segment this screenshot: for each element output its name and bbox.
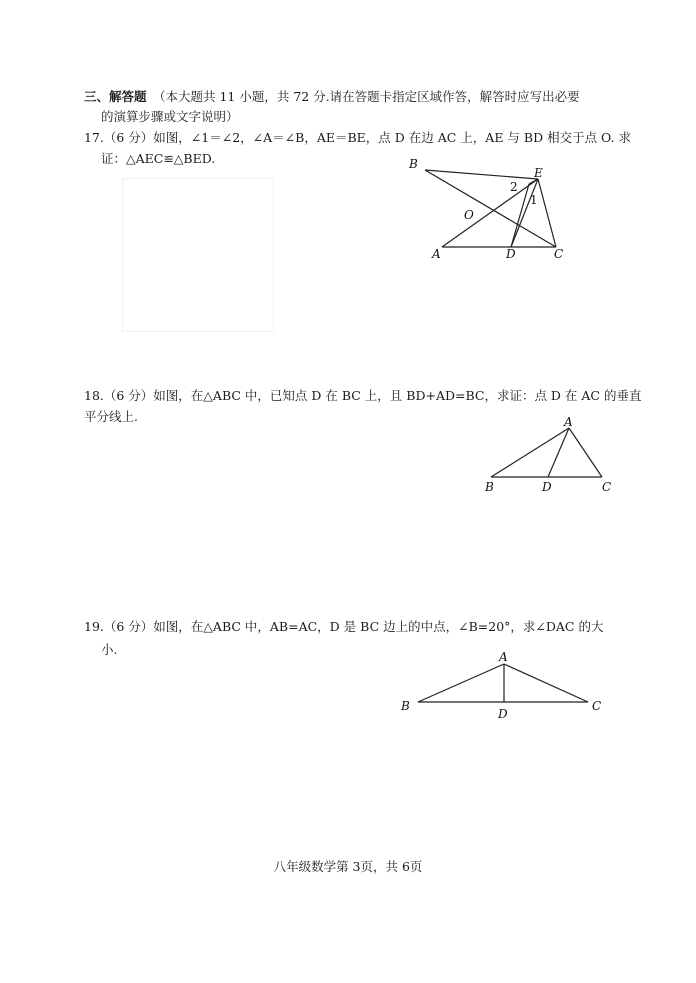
q17-figure-lines [425, 170, 556, 247]
q18-text-line2: 平分线上. [84, 409, 138, 424]
q19-label-B: B [401, 699, 410, 713]
q17-text-line1: 17.（6 分）如图，∠1＝∠2，∠A＝∠B，AE＝BE，点 D 在边 AC 上，AE 与 BD 相交于点 O. 求 [84, 130, 632, 145]
q17-label-E: E [534, 166, 543, 180]
q19-figure-lines [418, 664, 588, 702]
q17-label-A: A [432, 247, 441, 261]
q18-label-C: C [602, 480, 612, 494]
q17-figure [409, 157, 590, 268]
q18-figure [484, 412, 614, 497]
bleed-through-grid [122, 178, 274, 332]
q18-figure-lines [491, 428, 602, 477]
q17-label-O: O [464, 208, 474, 222]
q19-label-C: C [592, 699, 602, 713]
q17-label-B: B [409, 157, 418, 171]
section-intro-line2: 的演算步骤或文字说明） [101, 109, 239, 124]
section-intro-line1: （本大题共 11 小题，共 72 分.请在答题卡指定区域作答，解答时应写出必要 [153, 89, 580, 104]
q19-label-A: A [499, 650, 508, 664]
q18-text-line1: 18.（6 分）如图，在△ABC 中，已知点 D 在 BC 上，且 BD+AD=BC，求证：点 D 在 AC 的垂直 [84, 388, 642, 403]
q17-label-angle2: 2 [510, 180, 518, 194]
q18-label-D: D [542, 480, 552, 494]
section-heading: 三、解答题 [84, 89, 147, 104]
q19-text-line1: 19.（6 分）如图，在△ABC 中，AB=AC，D 是 BC 边上的中点，∠B=20°，求∠DAC 的大 [84, 619, 604, 634]
q18-label-B: B [485, 480, 494, 494]
q17-label-D: D [506, 247, 516, 261]
q19-figure [398, 646, 613, 726]
q19-text-line2: 小. [101, 642, 118, 657]
q17-text-line2: 证：△AEC≌△BED. [101, 151, 216, 166]
q18-label-A: A [564, 415, 573, 429]
q17-label-angle1: 1 [530, 193, 538, 207]
page-footer: 八年级数学第 3页，共 6页 [273, 859, 423, 874]
q17-label-C: C [554, 247, 564, 261]
q19-label-D: D [498, 707, 508, 721]
